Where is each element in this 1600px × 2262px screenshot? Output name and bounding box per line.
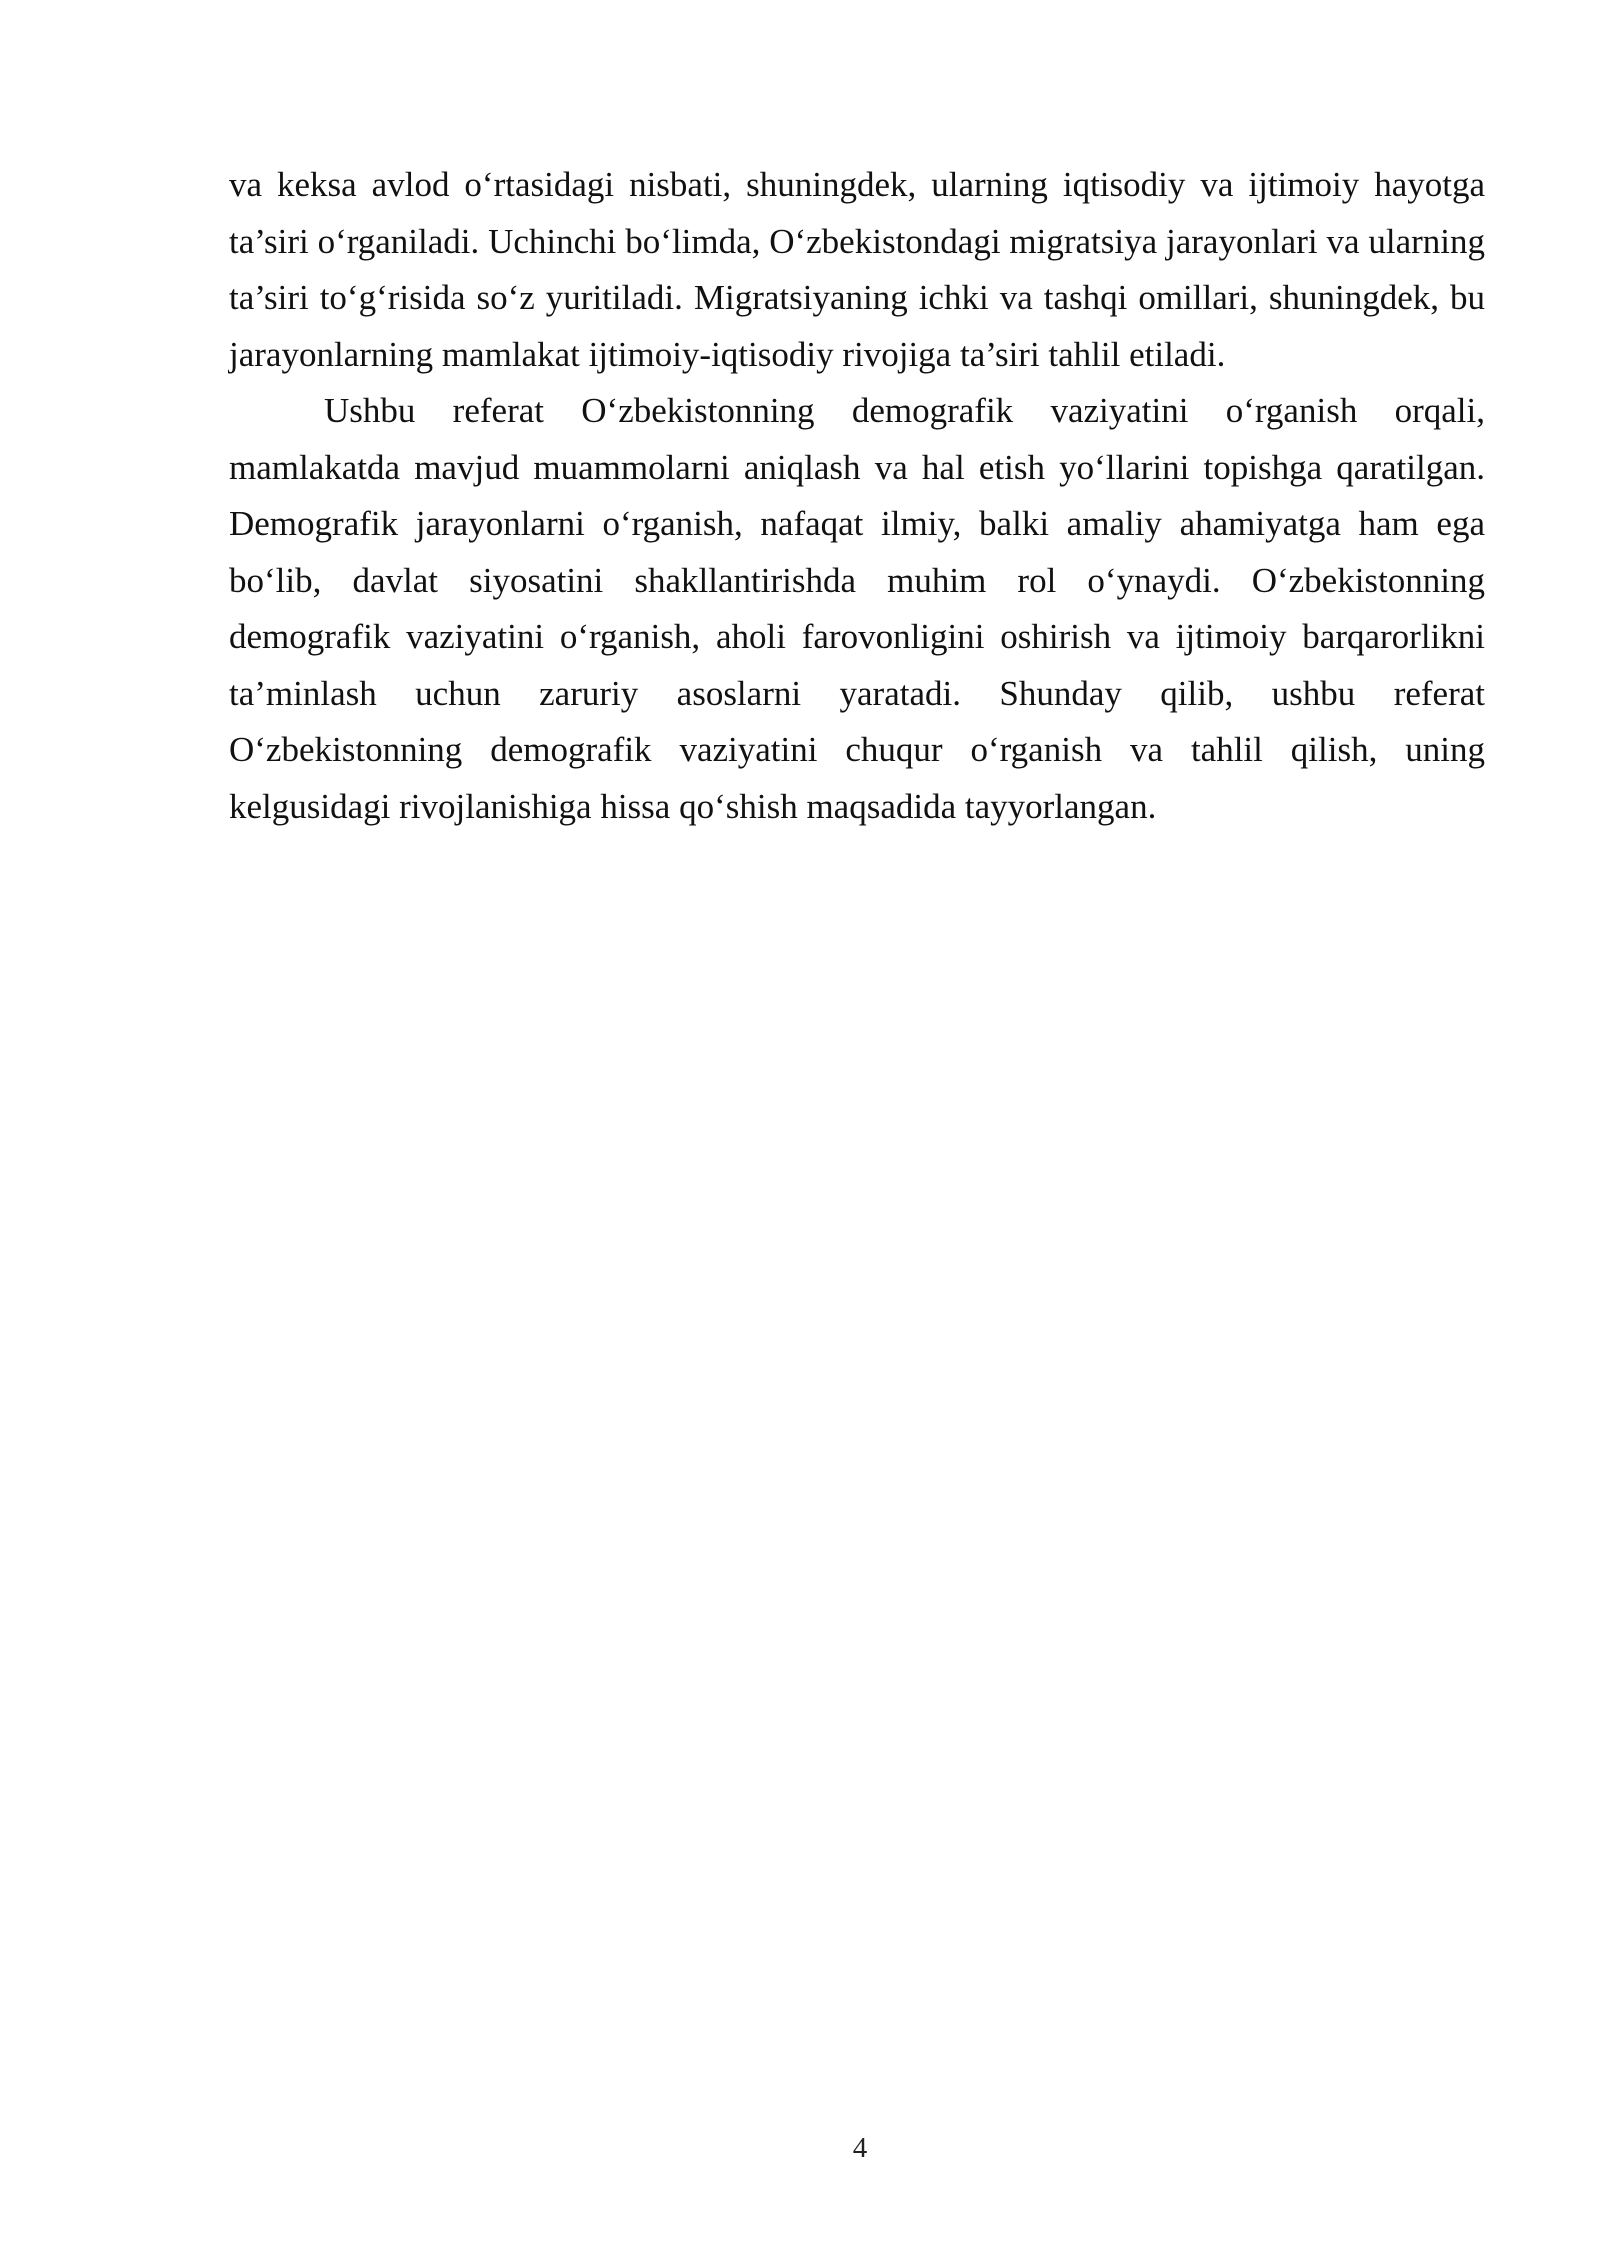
document-body [229,157,1485,835]
paragraph-continuation: va keksa avlod o‘rtasidagi nisbati, shuningdek, ularning iqtisodiy va ijtimoiy hayotga ta’siri o‘rganiladi. Uchinchi bo‘limda, O‘zbekistondagi migratsiya jarayonlari va ularning ta’siri to‘g‘risida so‘z yuritiladi. Migratsiyaning ichki va tashqi omillari, shuningdek, bu jarayonlarning mamlakat ijtimoiy-iqtisodiy rivojiga ta’siri tahlil etiladi. [229,165,1485,374]
page-number: 4 [852,2132,868,2164]
paragraph-referat-purpose: Ushbu referat O‘zbekistonning demografik vaziyatini o‘rganish orqali, mamlakatda mavjud muammolarni aniqlash va hal etish yo‘llarini topishga qaratilgan. Demografik jarayonlarni o‘rganish, nafaqat ilmiy, balki amaliy ahamiyatga ham ega bo‘lib, davlat siyosatini shakllantirishda muhim rol o‘ynaydi. O‘zbekistonning demografik vaziyatini o‘rganish, aholi farovonligini oshirish va ijtimoiy barqarorlikni ta’minlash uchun zaruriy asoslarni yaratadi. Shunday qilib, ushbu referat O‘zbekistonning demografik vaziyatini chuqur o‘rganish va tahlil qilish, uning kelgusidagi rivojlanishiga hissa qo‘shish maqsadida tayyorlangan. [229,391,1485,826]
